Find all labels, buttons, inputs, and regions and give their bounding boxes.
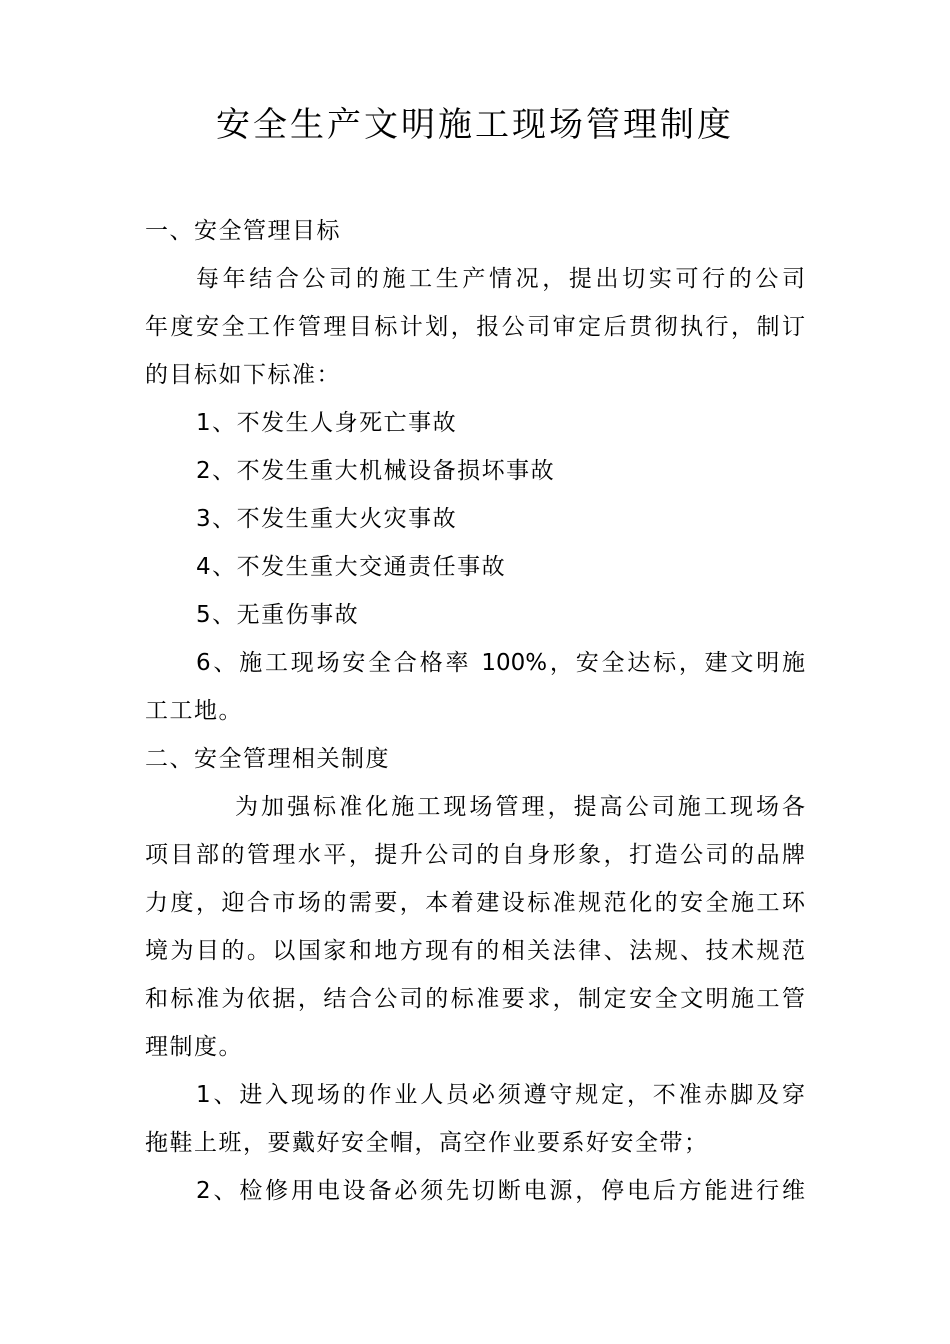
paragraph-line: 拖鞋上班，要戴好安全帽，高空作业要系好安全带； — [145, 1130, 709, 1156]
list-item: 2、检修用电设备必须先切断电源，停电后方能进行维 — [196, 1178, 805, 1204]
list-item: 6、施工现场安全合格率 100%，安全达标，建文明施 — [196, 650, 805, 676]
list-item: 4、不发生重大交通责任事故 — [196, 554, 507, 580]
paragraph-line: 每年结合公司的施工生产情况，提出切实可行的公司 — [196, 266, 805, 292]
paragraph-line: 理制度。 — [145, 1034, 243, 1060]
paragraph-line: 力度，迎合市场的需要，本着建设标准规范化的安全施工环 — [145, 890, 805, 916]
list-item: 3、不发生重大火灾事故 — [196, 506, 458, 532]
paragraph-line: 为加强标准化施工现场管理，提高公司施工现场各 — [235, 794, 805, 820]
paragraph-line: 境为目的。以国家和地方现有的相关法律、法规、技术规范 — [145, 938, 805, 964]
paragraph-line: 和标准为依据，结合公司的标准要求，制定安全文明施工管 — [145, 986, 805, 1012]
document-title: 安全生产文明施工现场管理制度 — [216, 105, 734, 145]
section-heading-1: 一、安全管理目标 — [145, 218, 341, 244]
list-item: 2、不发生重大机械设备损坏事故 — [196, 458, 556, 484]
paragraph-line: 工工地。 — [145, 698, 243, 724]
paragraph-line: 的目标如下标准： — [145, 362, 341, 388]
list-item: 1、进入现场的作业人员必须遵守规定，不准赤脚及穿 — [196, 1082, 805, 1108]
list-item: 5、无重伤事故 — [196, 602, 360, 628]
paragraph-line: 年度安全工作管理目标计划，报公司审定后贯彻执行，制订 — [145, 314, 805, 340]
paragraph-line: 项目部的管理水平，提升公司的自身形象，打造公司的品牌 — [145, 842, 805, 868]
list-item: 1、不发生人身死亡事故 — [196, 410, 458, 436]
section-heading-2: 二、安全管理相关制度 — [145, 746, 390, 772]
